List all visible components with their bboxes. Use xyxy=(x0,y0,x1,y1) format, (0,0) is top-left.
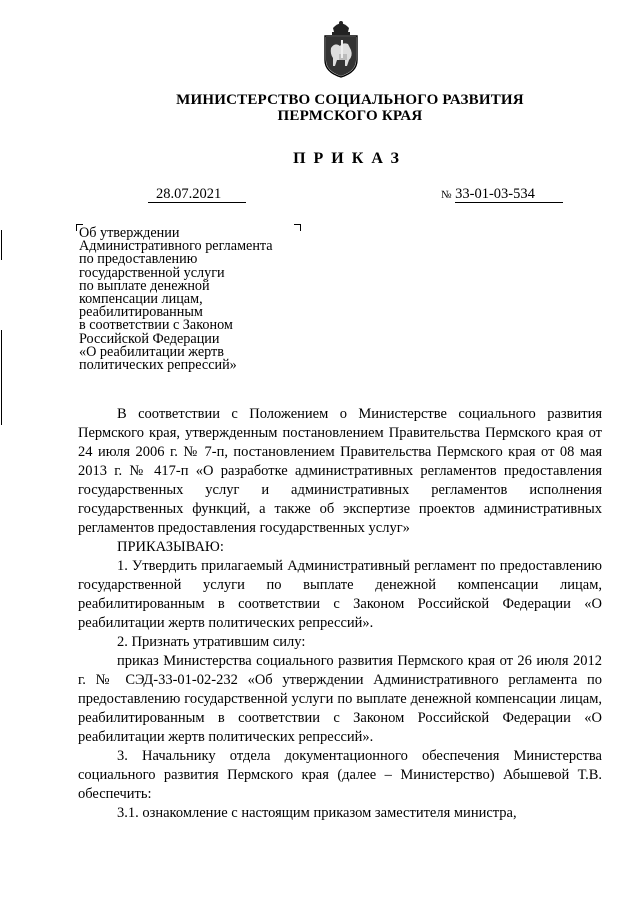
order-number xyxy=(441,186,563,203)
item-3-1: 3.1. ознакомление с настоящим приказом заместителя министра, xyxy=(117,805,517,821)
preamble-paragraph: В соответствии с Положением о Министерстве социального развития Пермского края, утвержденным постановлением Правительства Пермского края от 24 июля 2006 г. № 7-п, постановлением Правительства Пермского края от 08 мая 2013 г. № 417-п «О разработке административных регламентов предоставления государственных услуг и административных регламентов исполнения государственных функций, а также об экспертизе проектов административных регламентов предоставления государственных услуг» xyxy=(78,406,602,536)
subject-line: по предоставлению xyxy=(79,251,198,268)
item-1: 1. Утвердить прилагаемый Административный регламент по предоставлению государственной услуги по выплате денежной компенсации лицам, реабилитированным в соответствии с Законом Российской Федерации «О реабилитации жертв политических репрессий». xyxy=(78,558,602,631)
scan-edge-mark xyxy=(1,330,2,425)
subject-line: Административного регламента xyxy=(79,238,273,255)
document-type-title: ПРИКАЗ xyxy=(293,150,407,167)
subject-line: «О реабилитации жертв xyxy=(79,343,224,360)
order-word: ПРИКАЗЫВАЮ: xyxy=(117,539,224,555)
subject-line: политических репрессий» xyxy=(79,357,237,374)
item-2: 2. Признать утратившим силу: xyxy=(117,634,306,650)
subject-line: Об утверждении xyxy=(79,225,180,241)
item-2-text: приказ Министерства социального развития Пермского края от 26 июля 2012 г. № СЭД-33-01-02-232 «Об утверждении Административного регламента по предоставлению государственной услуги по выплате денежной компенсации лицам, реабилитированным в соответствии с Законом Российской Федерации «О реабилитации жертв политических репрессий». xyxy=(78,653,602,745)
order-subject xyxy=(79,227,299,372)
item-3: 3. Начальнику отдела документационного обеспечения Министерства социального развития Пермского края (далее – Министерство) Абышевой Т.В. обеспечить: xyxy=(78,748,602,802)
scan-edge-mark xyxy=(1,230,2,260)
order-body xyxy=(78,405,602,823)
subject-line: по выплате денежной xyxy=(79,277,210,294)
subject-line: реабилитированным xyxy=(79,304,203,321)
ministry-name-line-2: ПЕРМСКОГО КРАЯ xyxy=(277,108,423,124)
order-date: 28.07.2021 xyxy=(148,186,246,203)
ministry-name-line-1: МИНИСТЕРСТВО СОЦИАЛЬНОГО РАЗВИТИЯ xyxy=(176,92,524,108)
subject-line: Российской Федерации xyxy=(79,330,220,347)
subject-line: государственной услуги xyxy=(79,264,225,281)
subject-line: компенсации лицам, xyxy=(79,291,203,308)
number-sign: № xyxy=(441,189,452,201)
subject-line: в соответствии с Законом xyxy=(79,317,233,334)
perm-krai-coat-of-arms xyxy=(321,20,361,78)
order-number-value: 33-01-03-534 xyxy=(455,186,563,203)
